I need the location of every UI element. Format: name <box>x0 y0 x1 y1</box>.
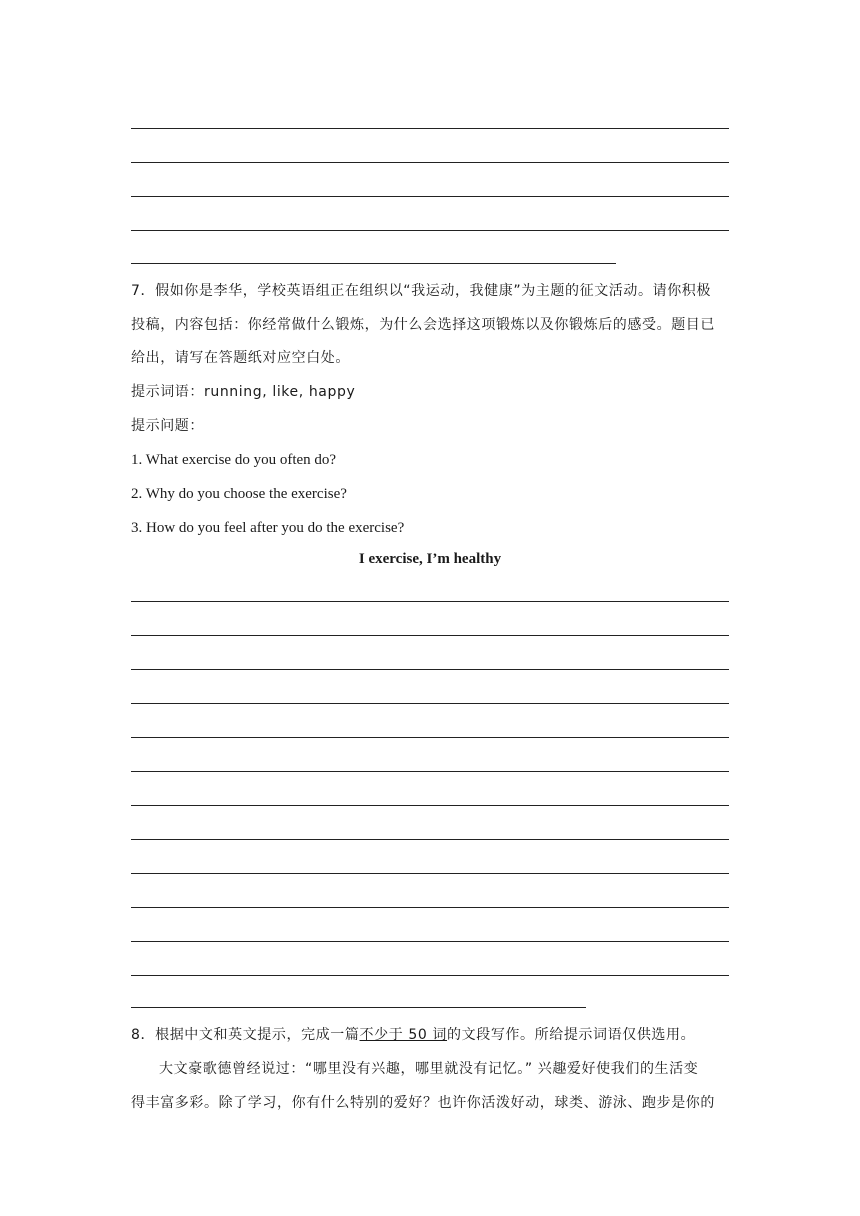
writing-line <box>131 839 729 840</box>
writing-line <box>131 669 729 670</box>
answer-line <box>131 162 729 163</box>
writing-line <box>131 873 729 874</box>
q8-paragraph-line-2: 得丰富多彩。除了学习，你有什么特别的爱好？也许你活泼好动，球类、游泳、跑步是你的 <box>131 1095 715 1111</box>
writing-line <box>131 975 729 976</box>
q7-question-3: 3. How do you feel after you do the exercise? <box>131 520 405 536</box>
q7-hint-questions-label: 提示问题： <box>131 418 204 434</box>
answer-line <box>131 128 729 129</box>
q7-prompt-line-2: 投稿，内容包括：你经常做什么锻炼，为什么会选择这项锻炼以及你锻炼后的感受。题目已 <box>131 317 715 333</box>
writing-line <box>131 941 729 942</box>
q8-prompt-line-1 <box>131 1024 695 1046</box>
q7-hint-words: 提示词语：running, like, happy <box>131 384 356 400</box>
q8-prompt-part-a: 8．根据中文和英文提示，完成一篇 <box>131 1027 360 1043</box>
answer-line <box>131 196 729 197</box>
writing-line <box>131 771 729 772</box>
q7-question-1: 1. What exercise do you often do? <box>131 452 337 468</box>
writing-line <box>131 703 729 704</box>
q7-essay-title: I exercise, I’m healthy <box>358 551 502 567</box>
writing-line <box>131 907 729 908</box>
q8-paragraph-line-1: 大文豪歌德曾经说过：“哪里没有兴趣，哪里就没有记忆。” 兴趣爱好使我们的生活变 <box>159 1061 699 1077</box>
writing-line-short <box>131 1007 586 1008</box>
writing-line <box>131 805 729 806</box>
writing-line <box>131 737 729 738</box>
writing-line <box>131 635 729 636</box>
q8-prompt-part-b: 的文段写作。所给提示词语仅供选用。 <box>447 1027 696 1043</box>
q7-prompt-line-1: 7．假如你是李华，学校英语组正在组织以“我运动，我健康”为主题的征文活动。请你积极 <box>131 283 712 299</box>
q8-word-requirement: 不少于 50 词 <box>359 1027 448 1043</box>
q7-prompt-line-3: 给出，请写在答题纸对应空白处。 <box>131 350 350 366</box>
writing-line <box>131 601 729 602</box>
answer-line <box>131 230 729 231</box>
q7-question-2: 2. Why do you choose the exercise? <box>131 486 347 502</box>
answer-line-short <box>131 263 616 264</box>
